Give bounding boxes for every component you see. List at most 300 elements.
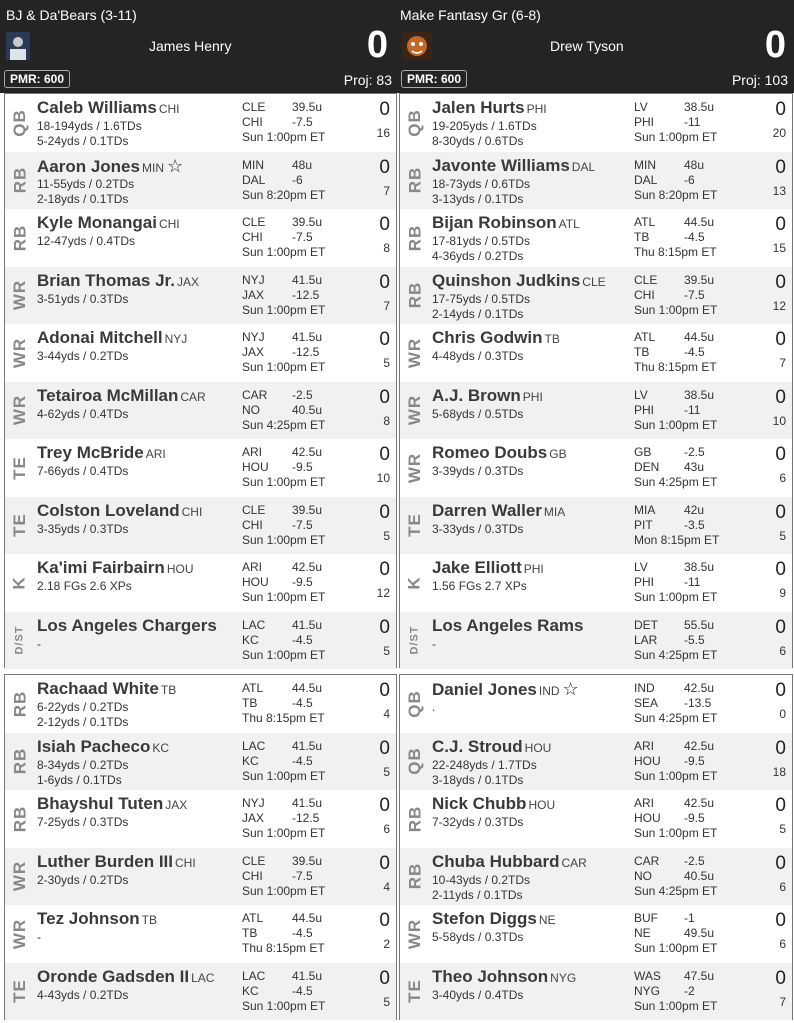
player-projection: 5 xyxy=(383,643,390,658)
game-time: Thu 8:15pm ET xyxy=(242,711,325,725)
player-name-text: C.J. Stroud xyxy=(432,736,523,756)
player-points: 0 xyxy=(379,271,390,293)
player-name[interactable] xyxy=(37,213,180,233)
player-row[interactable] xyxy=(5,554,396,612)
right-team-name[interactable]: Make Fantasy Gr (6-8) xyxy=(400,7,541,23)
player-name[interactable] xyxy=(432,501,565,521)
player-row[interactable] xyxy=(5,209,396,267)
game-time: Sun 1:00pm ET xyxy=(242,532,326,547)
player-name[interactable] xyxy=(432,679,579,700)
player-stat-line-1: 2.18 FGs 2.6 XPs xyxy=(37,579,132,593)
matchup-team-2: NO xyxy=(634,868,652,883)
matchup-line-2: -6 xyxy=(292,172,303,187)
player-points: 0 xyxy=(775,99,786,120)
player-name-text: Chris Godwin xyxy=(432,328,543,347)
matchup-line-2: -3.5 xyxy=(684,517,705,532)
matchup-team-1: CAR xyxy=(634,853,660,868)
matchup-line-2: -9.5 xyxy=(684,753,705,768)
matchup-line-2: 49.5u xyxy=(684,926,715,940)
position-label: RB xyxy=(405,862,424,890)
game-time: Sun 1:00pm ET xyxy=(634,941,718,955)
matchup-team-2: JAX xyxy=(242,287,265,302)
player-points: 0 xyxy=(379,616,390,638)
matchup-team-2: DAL xyxy=(242,172,266,187)
player-stat-line-1: 1.56 FGs 2.7 XPs xyxy=(432,579,527,593)
player-team: PHI xyxy=(522,389,543,404)
game-time: Sun 1:00pm ET xyxy=(242,302,326,317)
player-name[interactable] xyxy=(432,794,555,814)
player-row[interactable] xyxy=(5,905,396,963)
matchup-line-2: -7.5 xyxy=(292,230,313,244)
matchup-line-2: -12.5 xyxy=(292,287,320,302)
player-row[interactable] xyxy=(5,439,396,497)
matchup-line-1: 42.5u xyxy=(684,681,715,695)
player-stat-line-1: 10-43yds / 0.2TDs xyxy=(432,872,531,887)
matchup-team-2: TB xyxy=(634,345,650,359)
player-name-text: Tetairoa McMillan xyxy=(37,385,179,405)
game-time: Sun 1:00pm ET xyxy=(242,883,326,898)
matchup-line-1: 39.5u xyxy=(292,100,323,114)
matchup-line-1: 39.5u xyxy=(292,853,323,868)
player-row[interactable] xyxy=(400,152,792,210)
matchup-team-1: MIN xyxy=(634,157,656,172)
player-stat-line-1: 17-81yds / 0.5TDs xyxy=(432,234,531,248)
player-name-text: Darren Waller xyxy=(432,500,542,520)
player-name-text: Ka'imi Fairbairn xyxy=(37,558,165,577)
player-points: 0 xyxy=(379,501,390,523)
position-label: WR xyxy=(10,918,30,949)
left-team-score: 0 xyxy=(366,24,388,66)
player-team: NE xyxy=(538,913,556,927)
matchup-line-1: 39.5u xyxy=(684,272,715,287)
left-team-name[interactable]: BJ & Da'Bears (3-11) xyxy=(6,7,137,23)
player-points: 0 xyxy=(775,967,786,989)
player-name[interactable] xyxy=(432,852,587,872)
player-projection: 9 xyxy=(779,586,786,600)
position-label: K xyxy=(405,575,424,590)
game-time: Sun 1:00pm ET xyxy=(242,245,326,259)
player-stat-line-2: 3-13yds / 0.1TDs xyxy=(432,191,524,206)
matchup-team-1: MIA xyxy=(634,502,656,517)
player-name[interactable] xyxy=(432,328,560,348)
player-stat-line-1: 2-30yds / 0.2TDs xyxy=(37,872,129,887)
player-points: 0 xyxy=(379,156,390,178)
player-team: IND xyxy=(538,684,560,698)
matchup-team-1: WAS xyxy=(634,968,661,983)
player-projection: 5 xyxy=(779,822,786,836)
matchup-line-2: -4.5 xyxy=(684,345,705,359)
player-projection: 2 xyxy=(383,937,390,951)
matchup-team-2: KC xyxy=(242,632,259,647)
matchup-line-1: -2.5 xyxy=(684,853,705,868)
player-name[interactable] xyxy=(37,386,206,406)
player-name-text: Javonte Williams xyxy=(432,155,570,175)
player-team: ARI xyxy=(145,447,166,461)
matchup-team-2: DEN xyxy=(634,460,660,474)
matchup-team-2: PIT xyxy=(634,517,653,532)
player-points: 0 xyxy=(775,156,786,178)
player-team: HOU xyxy=(528,798,556,812)
player-name-text: Isiah Pacheco xyxy=(37,736,151,756)
player-name[interactable] xyxy=(432,616,583,636)
player-stat-line-1: 19-205yds / 1.6TDs xyxy=(432,119,537,133)
player-row[interactable] xyxy=(5,675,396,733)
player-name-text: A.J. Brown xyxy=(432,385,521,405)
player-name[interactable] xyxy=(432,386,543,406)
matchup-team-2: PHI xyxy=(634,575,655,589)
matchup-line-2: -7.5 xyxy=(292,868,313,883)
player-row[interactable] xyxy=(5,497,396,555)
player-projection: 5 xyxy=(383,994,390,1009)
matchup-team-1: ARI xyxy=(634,796,655,810)
player-stat-line-1: 8-34yds / 0.2TDs xyxy=(37,757,129,772)
player-name[interactable] xyxy=(37,558,193,578)
matchup-line-2: -9.5 xyxy=(292,460,313,474)
matchup-team-2: TB xyxy=(242,696,258,710)
player-points: 0 xyxy=(379,737,390,759)
matchup-line-1: 47.5u xyxy=(684,968,715,983)
player-name-text: Adonai Mitchell xyxy=(37,328,163,347)
player-team: HOU xyxy=(524,740,552,755)
matchup-line-1: 41.5u xyxy=(292,968,323,983)
player-team: CAR xyxy=(180,389,206,404)
matchup-line-2: -9.5 xyxy=(684,811,705,825)
player-name[interactable] xyxy=(432,156,595,176)
game-time: Sun 1:00pm ET xyxy=(242,475,326,489)
player-team: MIA xyxy=(543,504,566,519)
player-stat-line-1: 4-48yds / 0.3TDs xyxy=(432,349,524,363)
matchup-line-2: -2 xyxy=(684,983,695,998)
game-time: Sun 4:25pm ET xyxy=(634,647,718,662)
matchup-team-1: LV xyxy=(634,100,648,114)
player-name-text: Quinshon Judkins xyxy=(432,270,581,290)
matchup-line-1: -2.5 xyxy=(684,445,705,459)
player-projection: 8 xyxy=(383,241,390,255)
left-pmr-badge: PMR: 600 xyxy=(4,70,70,88)
player-projection: 7 xyxy=(383,298,390,313)
player-stat-line-1: - xyxy=(37,930,41,944)
player-name-text: Nick Chubb xyxy=(432,794,527,813)
player-stat-line-2: 2-11yds / 0.1TDs xyxy=(432,887,523,902)
player-row[interactable] xyxy=(400,733,792,791)
player-stat-line-1: 12-47yds / 0.4TDs xyxy=(37,234,136,248)
matchup-line-2: -13.5 xyxy=(684,696,712,710)
player-stat-line-1: 4-62yds / 0.4TDs xyxy=(37,406,129,421)
player-row[interactable] xyxy=(400,382,792,440)
player-projection: 10 xyxy=(376,471,390,485)
player-name-text: Jalen Hurts xyxy=(432,98,525,117)
position-label: D/ST xyxy=(409,625,421,655)
player-points: 0 xyxy=(775,329,786,350)
matchup-line-2: -4.5 xyxy=(292,983,313,998)
matchup-team-2: KC xyxy=(242,753,259,768)
matchup-line-1: 38.5u xyxy=(684,387,715,402)
left-bench-panel xyxy=(4,674,397,1020)
matchup-line-2: -4.5 xyxy=(292,632,313,647)
player-points: 0 xyxy=(379,910,390,931)
position-label: RB xyxy=(10,747,29,775)
position-label: D/ST xyxy=(14,625,26,655)
matchup-line-1: 41.5u xyxy=(292,738,323,753)
matchup-team-2: CHI xyxy=(242,868,263,883)
matchup-team-1: LV xyxy=(634,560,648,574)
player-team: NYG xyxy=(550,970,577,985)
matchup-line-1: 48u xyxy=(292,157,313,172)
player-name[interactable] xyxy=(37,679,176,699)
player-row[interactable] xyxy=(5,152,396,210)
player-projection: 6 xyxy=(383,822,390,836)
player-projection: 6 xyxy=(779,879,786,894)
player-row[interactable] xyxy=(400,554,792,612)
player-row[interactable] xyxy=(5,733,396,791)
player-projection: 12 xyxy=(376,586,390,600)
matchup-team-2: CHI xyxy=(634,287,655,302)
player-row[interactable] xyxy=(5,382,396,440)
player-stat-line-1: 7-32yds / 0.3TDs xyxy=(432,815,524,829)
player-team: TB xyxy=(160,683,177,697)
game-time: Sun 1:00pm ET xyxy=(242,998,326,1013)
player-row[interactable] xyxy=(400,675,792,733)
matchup-team-2: PHI xyxy=(634,115,655,129)
matchup-team-1: CLE xyxy=(634,272,658,287)
position-label: WR xyxy=(10,394,30,426)
player-row[interactable] xyxy=(400,94,792,152)
game-time: Sun 1:00pm ET xyxy=(634,998,718,1013)
player-stat-line-2: 2-12yds / 0.1TDs xyxy=(37,715,129,729)
game-time: Sun 1:00pm ET xyxy=(634,417,718,432)
player-stat-line-1: 3-51yds / 0.3TDs xyxy=(37,291,129,306)
position-label: RB xyxy=(10,805,29,832)
matchup-team-2: NE xyxy=(634,926,651,940)
matchup-team-2: HOU xyxy=(634,811,661,825)
matchup-line-1: 55.5u xyxy=(684,617,715,632)
matchup-line-2: -4.5 xyxy=(292,696,313,710)
player-name[interactable] xyxy=(37,794,187,814)
player-projection: 6 xyxy=(779,937,786,951)
position-label: K xyxy=(10,575,29,590)
matchup-line-1: 42.5u xyxy=(684,738,715,753)
matchup-team-1: CLE xyxy=(242,100,266,114)
position-label: QB xyxy=(405,689,424,718)
player-projection: 16 xyxy=(376,126,390,140)
game-time: Sun 1:00pm ET xyxy=(242,647,326,662)
player-points: 0 xyxy=(775,680,786,701)
player-projection: 5 xyxy=(383,764,390,779)
player-stat-line-1: 3-35yds / 0.3TDs xyxy=(37,521,129,536)
player-projection: 15 xyxy=(772,241,786,255)
player-name-text: Los Angeles Rams xyxy=(432,615,584,635)
player-projection: 7 xyxy=(383,183,390,198)
position-label: RB xyxy=(405,281,424,309)
player-points: 0 xyxy=(379,795,390,816)
player-row[interactable] xyxy=(5,324,396,382)
player-name[interactable] xyxy=(37,967,214,987)
matchup-team-2: TB xyxy=(242,926,258,940)
game-time: Sun 1:00pm ET xyxy=(242,130,326,144)
player-name-text: Brian Thomas Jr. xyxy=(37,270,175,290)
matchup-team-1: NYJ xyxy=(242,796,265,810)
star-icon: ☆ xyxy=(166,155,184,176)
matchup-team-2: SEA xyxy=(634,696,659,710)
position-label: TE xyxy=(404,513,424,537)
matchup-team-1: CLE xyxy=(242,215,266,229)
player-projection: 0 xyxy=(779,707,786,721)
matchup-line-2: 43u xyxy=(684,460,705,474)
player-name[interactable] xyxy=(37,501,202,521)
matchup-team-1: ATL xyxy=(242,681,264,695)
player-name[interactable] xyxy=(37,443,166,463)
player-name[interactable] xyxy=(37,852,196,872)
player-name[interactable] xyxy=(432,558,544,578)
player-name[interactable] xyxy=(37,737,169,757)
matchup-team-1: ATL xyxy=(634,330,656,344)
player-name[interactable] xyxy=(37,909,157,929)
player-row[interactable] xyxy=(400,612,792,670)
player-points: 0 xyxy=(775,444,786,465)
matchup-team-1: NYJ xyxy=(242,272,265,287)
player-points: 0 xyxy=(775,214,786,235)
matchup-team-2: CHI xyxy=(242,517,263,532)
player-stat-line-1: 3-39yds / 0.3TDs xyxy=(432,464,524,478)
matchup-line-2: -5.5 xyxy=(684,632,705,647)
player-points: 0 xyxy=(775,910,786,931)
matchup-line-2: -7.5 xyxy=(292,517,313,532)
player-name[interactable] xyxy=(37,616,217,636)
matchup-line-2: -11 xyxy=(684,115,701,129)
matchup-team-1: LAC xyxy=(242,968,266,983)
player-row[interactable] xyxy=(5,848,396,906)
player-stat-line-1: 5-68yds / 0.5TDs xyxy=(432,406,524,421)
player-name[interactable] xyxy=(432,213,580,233)
player-name-text: Luther Burden III xyxy=(37,851,173,871)
player-row[interactable] xyxy=(400,905,792,963)
player-row[interactable] xyxy=(400,209,792,267)
matchup-line-2: -4.5 xyxy=(684,230,705,244)
player-stat-line-1: 18-73yds / 0.6TDs xyxy=(432,176,531,191)
matchup-team-1: NYJ xyxy=(242,330,265,344)
matchup-team-1: GB xyxy=(634,445,652,459)
player-stat-line-1: 22-248yds / 1.7TDs xyxy=(432,757,537,772)
matchup-team-1: CLE xyxy=(242,502,266,517)
player-row[interactable] xyxy=(400,324,792,382)
player-stat-line-1: 4-43yds / 0.2TDs xyxy=(37,987,129,1002)
matchup-line-2: -6 xyxy=(684,172,695,187)
position-label: QB xyxy=(405,108,424,137)
player-name[interactable] xyxy=(432,909,556,929)
matchup-line-1: 44.5u xyxy=(684,215,715,229)
matchup-line-1: 42.5u xyxy=(292,445,323,459)
player-row[interactable] xyxy=(400,497,792,555)
right-bench-panel xyxy=(399,674,793,1020)
player-name[interactable] xyxy=(37,271,199,291)
player-name[interactable] xyxy=(37,156,183,177)
player-name-text: Colston Loveland xyxy=(37,500,180,520)
player-stat-line-1: 7-66yds / 0.4TDs xyxy=(37,464,129,478)
player-stat-line-1: 17-75yds / 0.5TDs xyxy=(432,291,531,306)
player-projection: 5 xyxy=(383,528,390,543)
matchup-team-2: HOU xyxy=(242,575,269,589)
player-projection: 5 xyxy=(383,356,390,370)
matchup-team-1: CAR xyxy=(242,387,268,402)
player-team: MIN xyxy=(141,160,164,175)
matchup-line-1: 42.5u xyxy=(684,796,715,810)
matchup-line-2: -7.5 xyxy=(292,115,313,129)
player-points: 0 xyxy=(379,444,390,465)
matchup-line-1: 42.5u xyxy=(292,560,323,574)
player-points: 0 xyxy=(379,386,390,408)
player-stat-line-2: 4-36yds / 0.2TDs xyxy=(432,249,524,263)
player-points: 0 xyxy=(379,680,390,701)
player-name[interactable] xyxy=(432,737,551,757)
left-team-avatar xyxy=(6,32,30,60)
player-name[interactable] xyxy=(37,328,187,348)
player-row[interactable] xyxy=(400,848,792,906)
player-row[interactable] xyxy=(5,612,396,670)
matchup-team-2: CHI xyxy=(242,115,263,129)
left-manager-name: James Henry xyxy=(149,38,232,54)
matchup-line-2: -12.5 xyxy=(292,345,320,359)
matchup-line-1: 41.5u xyxy=(292,272,323,287)
game-time: Sun 1:00pm ET xyxy=(634,768,718,783)
player-row[interactable] xyxy=(5,267,396,325)
player-row[interactable] xyxy=(5,790,396,848)
matchup-team-1: MIN xyxy=(242,157,264,172)
matchup-team-1: ATL xyxy=(634,215,656,229)
player-team: LAC xyxy=(191,970,215,985)
matchup-team-1: ARI xyxy=(634,738,655,753)
matchup-header xyxy=(0,0,794,93)
player-projection: 5 xyxy=(779,528,786,543)
matchup-team-1: ARI xyxy=(242,560,263,574)
player-name[interactable] xyxy=(432,967,576,987)
player-projection: 7 xyxy=(779,994,786,1009)
player-name-text: Aaron Jones xyxy=(37,156,140,176)
player-row[interactable] xyxy=(400,963,792,1021)
matchup-team-1: ATL xyxy=(242,911,264,925)
player-points: 0 xyxy=(379,852,390,874)
position-label: WR xyxy=(405,918,425,949)
player-stat-line-2: 2-18yds / 0.1TDs xyxy=(37,191,129,206)
player-name-text: Theo Johnson xyxy=(432,966,549,986)
player-name[interactable] xyxy=(37,98,180,118)
player-name[interactable] xyxy=(432,271,606,291)
player-row[interactable] xyxy=(400,439,792,497)
matchup-line-1: 44.5u xyxy=(292,911,323,925)
player-row[interactable] xyxy=(5,963,396,1021)
player-row[interactable] xyxy=(400,267,792,325)
player-stat-line-1: 5-58yds / 0.3TDs xyxy=(432,930,524,944)
player-projection: 13 xyxy=(772,183,786,198)
player-name-text: Daniel Jones xyxy=(432,680,537,699)
player-name[interactable] xyxy=(432,443,567,463)
player-row[interactable] xyxy=(400,790,792,848)
matchup-team-2: KC xyxy=(242,983,259,998)
left-team-projection: Proj: 83 xyxy=(343,72,392,88)
position-label: RB xyxy=(10,690,29,717)
player-row[interactable] xyxy=(5,94,396,152)
player-team: ATL xyxy=(558,217,580,231)
player-points: 0 xyxy=(379,329,390,350)
game-time: Sun 1:00pm ET xyxy=(634,130,718,144)
game-time: Sun 1:00pm ET xyxy=(242,590,326,604)
player-stat-line-1: 3-33yds / 0.3TDs xyxy=(432,521,524,536)
game-time: Sun 1:00pm ET xyxy=(242,360,326,374)
player-points: 0 xyxy=(775,271,786,293)
player-name[interactable] xyxy=(432,98,547,118)
player-projection: 20 xyxy=(772,126,786,140)
position-label: WR xyxy=(405,452,425,483)
matchup-team-2: CHI xyxy=(242,230,263,244)
